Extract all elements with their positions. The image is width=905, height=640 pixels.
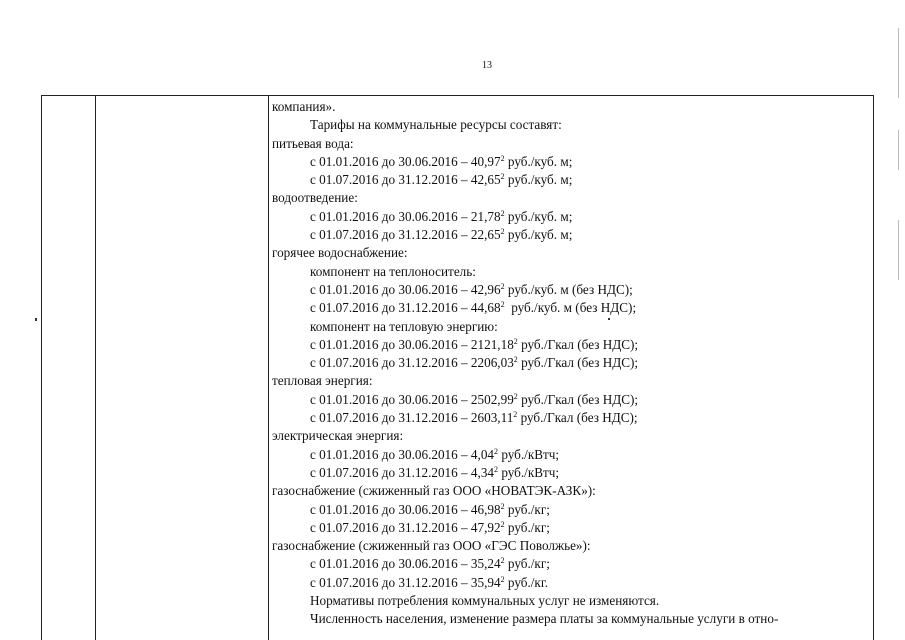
- text-line-unit: руб./Гкал (без НДС);: [517, 336, 639, 352]
- page-number: 13: [482, 60, 492, 71]
- text-line: [272, 153, 870, 171]
- text-line-main: компания».: [272, 99, 336, 114]
- scan-edge-mark: [898, 28, 899, 98]
- scan-edge-mark: [898, 220, 899, 280]
- text-line-unit: руб./кг;: [504, 556, 550, 572]
- footnote-marker: 2: [500, 574, 505, 584]
- table-column-divider: [268, 96, 269, 640]
- text-line: [272, 171, 870, 189]
- text-line: [272, 482, 870, 500]
- text-line: [272, 610, 870, 628]
- text-line: [272, 592, 870, 610]
- text-line: [272, 281, 870, 299]
- text-line: [272, 244, 870, 262]
- text-line-unit: руб./куб. м;: [504, 208, 573, 224]
- table-column-divider: [95, 96, 96, 640]
- text-line-main: тепловая энергия:: [272, 373, 373, 389]
- text-line-main: с 01.07.2016 до 31.12.2016 – 2603,11: [310, 410, 514, 426]
- text-line-main: с 01.07.2016 до 31.12.2016 – 35,94: [310, 574, 501, 590]
- text-line-main: газоснабжение (сжиженный газ ООО «ГЭС Поволжье»):: [272, 538, 591, 554]
- footnote-marker: 2: [494, 446, 499, 456]
- text-line-main: с 01.07.2016 до 31.12.2016 – 4,34: [310, 464, 495, 480]
- text-line: [272, 409, 870, 427]
- text-line: [272, 299, 870, 317]
- text-line-main: электрическая энергия:: [272, 428, 404, 444]
- text-line-unit: руб./куб. м (без НДС);: [504, 300, 637, 316]
- text-line: [272, 135, 870, 153]
- document-table: [41, 95, 874, 640]
- text-line-main: Численность населения, изменение размера платы за коммунальные услуги в отно-: [310, 611, 779, 627]
- scan-speck: [35, 318, 37, 321]
- text-line: [272, 116, 870, 134]
- text-line-main: с 01.07.2016 до 31.12.2016 – 2206,03: [310, 355, 514, 371]
- text-line-unit: руб./кг;: [504, 501, 550, 517]
- text-line-unit: руб./куб. м;: [504, 153, 573, 169]
- footnote-marker: 2: [500, 300, 505, 310]
- footnote-marker: 2: [500, 208, 505, 218]
- text-line-main: питьевая вода:: [272, 135, 354, 151]
- text-line: [272, 208, 870, 226]
- scan-edge-mark: [898, 130, 899, 170]
- text-line: [272, 555, 870, 573]
- text-line-main: с 01.01.2016 до 30.06.2016 – 2121,18: [310, 336, 514, 352]
- footnote-marker: 2: [500, 519, 505, 529]
- text-line: [272, 574, 870, 592]
- text-line: [272, 519, 870, 537]
- text-line-main: горячее водоснабжение:: [272, 245, 408, 261]
- text-line-main: с 01.01.2016 до 30.06.2016 – 40,97: [310, 153, 501, 169]
- text-line-main: с 01.01.2016 до 30.06.2016 – 46,98: [310, 501, 501, 517]
- table-cell-content: [272, 98, 870, 629]
- text-line-main: с 01.07.2016 до 31.12.2016 – 44,68: [310, 300, 501, 316]
- text-line: [272, 189, 870, 207]
- text-line: [272, 391, 870, 409]
- footnote-marker: 2: [500, 153, 505, 163]
- footnote-marker: 2: [500, 281, 505, 291]
- scan-speck: [608, 318, 610, 320]
- footnote-marker: 2: [494, 464, 499, 474]
- text-line-main: газоснабжение (сжиженный газ ООО «НОВАТЭК-АЗК»):: [272, 483, 596, 499]
- text-line-main: компонент на тепловую энергию:: [310, 318, 498, 334]
- text-line: [272, 318, 870, 336]
- text-line-main: с 01.07.2016 до 31.12.2016 – 42,65: [310, 172, 501, 188]
- text-line-main: с 01.01.2016 до 30.06.2016 – 2502,99: [310, 391, 514, 407]
- footnote-marker: 2: [500, 227, 505, 237]
- text-line: [272, 464, 870, 482]
- text-line-main: с 01.01.2016 до 30.06.2016 – 21,78: [310, 208, 501, 224]
- text-line-main: Тарифы на коммунальные ресурсы составят:: [310, 117, 562, 133]
- text-line-main: водоотведение:: [272, 190, 358, 206]
- text-line-unit: руб./кВтч;: [498, 446, 560, 462]
- footnote-marker: 2: [513, 410, 518, 420]
- text-line-unit: руб./куб. м;: [504, 172, 573, 188]
- text-line-unit: руб./кг.: [504, 574, 549, 590]
- text-line: [272, 263, 870, 281]
- text-line: [272, 427, 870, 445]
- text-line-main: компонент на теплоноситель:: [310, 263, 476, 279]
- text-line-main: с 01.01.2016 до 30.06.2016 – 42,96: [310, 281, 501, 297]
- text-line-unit: руб./кВтч;: [498, 464, 560, 480]
- text-line: [272, 501, 870, 519]
- text-line-main: с 01.01.2016 до 30.06.2016 – 35,24: [310, 556, 501, 572]
- text-line-unit: руб./куб. м (без НДС);: [504, 281, 633, 297]
- text-line: [272, 354, 870, 372]
- footnote-marker: 2: [500, 556, 505, 566]
- footnote-marker: 2: [500, 172, 505, 182]
- text-line: [272, 226, 870, 244]
- text-line-unit: руб./кг;: [504, 519, 550, 535]
- text-line-unit: руб./Гкал (без НДС);: [517, 391, 639, 407]
- text-line: [272, 336, 870, 354]
- text-line-unit: руб./Гкал (без НДС);: [517, 410, 638, 426]
- text-line: [272, 98, 870, 116]
- text-line-unit: руб./куб. м;: [504, 227, 573, 243]
- footnote-marker: 2: [513, 336, 518, 346]
- text-line-main: с 01.01.2016 до 30.06.2016 – 4,04: [310, 446, 495, 462]
- footnote-marker: 2: [500, 501, 505, 511]
- text-line: [272, 446, 870, 464]
- footnote-marker: 2: [513, 355, 518, 365]
- text-line-main: с 01.07.2016 до 31.12.2016 – 22,65: [310, 227, 501, 243]
- text-line: [272, 372, 870, 390]
- text-line-main: Нормативы потребления коммунальных услуг не изменяются.: [310, 593, 660, 609]
- footnote-marker: 2: [513, 391, 518, 401]
- text-line: [272, 537, 870, 555]
- text-line-main: с 01.07.2016 до 31.12.2016 – 47,92: [310, 519, 501, 535]
- text-line-unit: руб./Гкал (без НДС);: [517, 355, 639, 371]
